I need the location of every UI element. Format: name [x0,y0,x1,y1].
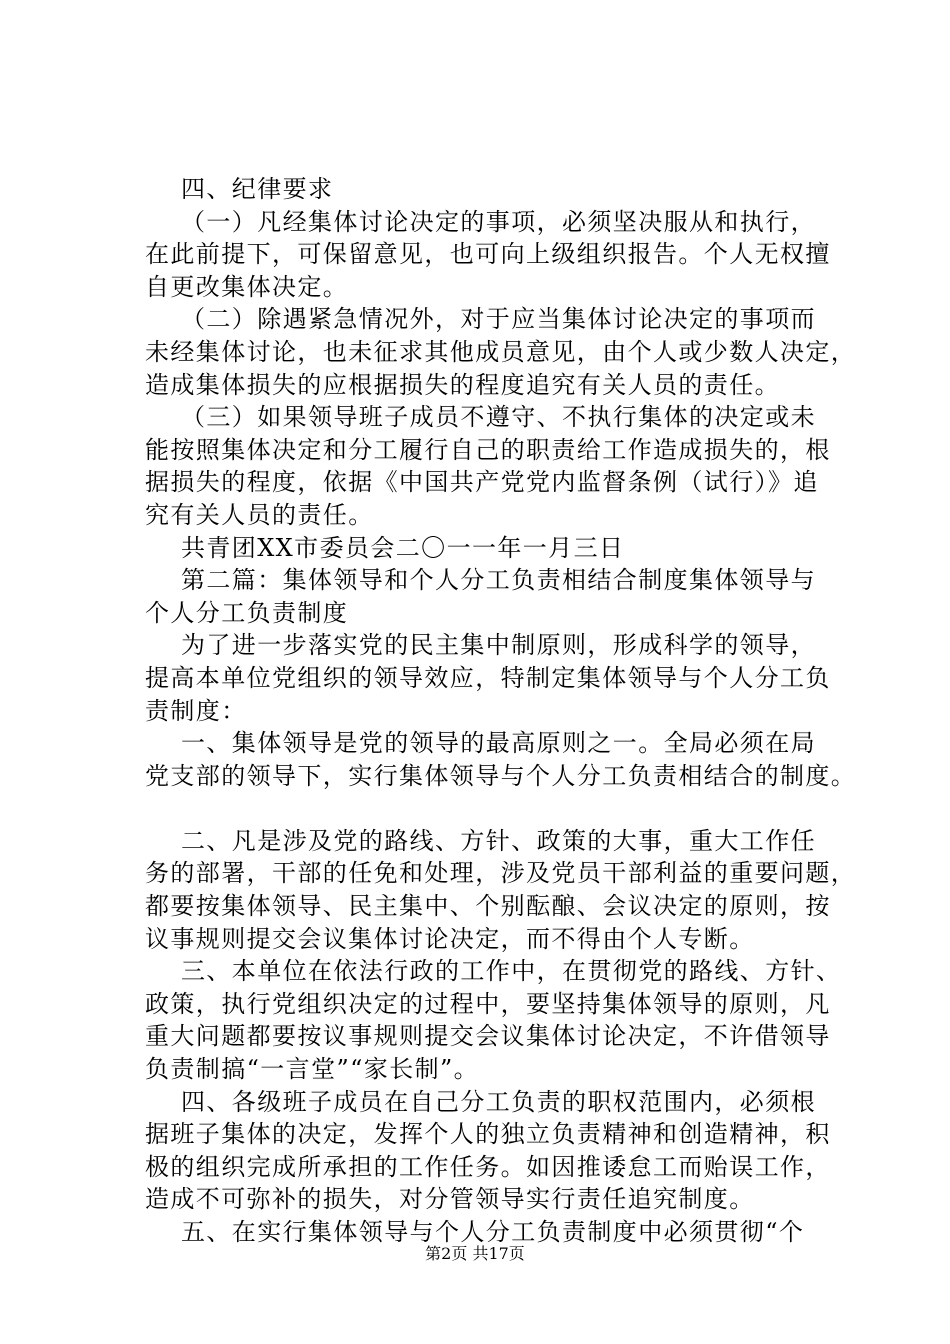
paragraph-line: 三、本单位在依法行政的工作中，在贯彻党的路线、方针、 [181,957,842,986]
paragraph-line: 为了进一步落实党的民主集中制原则，形成科学的领导， [181,631,816,660]
paragraph-line: 四、各级班子成员在自己分工负责的职权范围内，必须根 [181,1087,816,1116]
paragraph-line: 重大问题都要按议事规则提交会议集体讨论决定，不许借领导 [145,1022,831,1051]
paragraph-line: 都要按集体领导、民主集中、个别酝酿、会议决定的原则，按 [145,892,831,921]
paragraph-line: 负责制搞“一言堂”“家长制”。 [145,1055,480,1084]
paragraph-line: 五、在实行集体领导与个人分工负责制度中必须贯彻“个 [181,1218,805,1246]
paragraph-line: 究有关人员的责任。 [145,500,374,529]
paragraph-line: 责制度： [145,696,247,725]
blank-line [145,792,845,825]
paragraph-line: 能按照集体决定和分工履行自己的职责给工作造成损失的，根 [145,435,831,464]
signature-line: 共青团XX市委员会二〇一一年一月三日 [181,533,625,562]
paragraph-line: 议事规则提交会议集体讨论决定，而不得由个人专断。 [145,924,755,953]
paragraph-line: 极的组织完成所承担的工作任务。如因推诿怠工而贻误工作， [145,1152,831,1181]
chapter-title: 第二篇：集体领导和个人分工负责相结合制度集体领导与 [181,566,816,595]
paragraph-line: 据班子集体的决定，发挥个人的独立负责精神和创造精神，积 [145,1120,831,1149]
paragraph-line: （三）如果领导班子成员不遵守、不执行集体的决定或未 [181,403,816,432]
chapter-title: 个人分工负责制度 [145,598,349,627]
document-body [145,173,857,1249]
paragraph-line: 自更改集体决定。 [145,272,349,301]
paragraph-line: （一）凡经集体讨论决定的事项，必须坚决服从和执行， [181,207,816,236]
paragraph-line: 务的部署，干部的任免和处理，涉及党员干部利益的重要问题， [145,859,857,888]
paragraph-line: 据损失的程度，依据《中国共产党党内监督条例（试行）》追 [145,468,819,497]
paragraph-line: 二、凡是涉及党的路线、方针、政策的大事，重大工作任 [181,826,816,855]
paragraph-line: 未经集体讨论，也未征求其他成员意见，由个人或少数人决定， [145,337,857,366]
paragraph-line: 造成不可弥补的损失，对分管领导实行责任追究制度。 [145,1185,755,1214]
paragraph-line: （二）除遇紧急情况外，对于应当集体讨论决定的事项而 [181,305,816,334]
page-footer: 第2页 共17页 [425,1244,525,1263]
paragraph-line: 在此前提下，可保留意见，也可向上级组织报告。个人无权擅 [145,240,831,269]
paragraph-line: 造成集体损失的应根据损失的程度追究有关人员的责任。 [145,370,780,399]
paragraph-line: 党支部的领导下，实行集体领导与个人分工负责相结合的制度。 [145,761,857,790]
paragraph-line: 政策，执行党组织决定的过程中，要坚持集体领导的原则，凡 [145,989,831,1018]
paragraph-line: 提高本单位党组织的领导效应，特制定集体领导与个人分工负 [145,663,831,692]
section-heading: 四、纪律要求 [181,175,334,203]
paragraph-line: 一、集体领导是党的领导的最高原则之一。全局必须在局 [181,729,816,758]
